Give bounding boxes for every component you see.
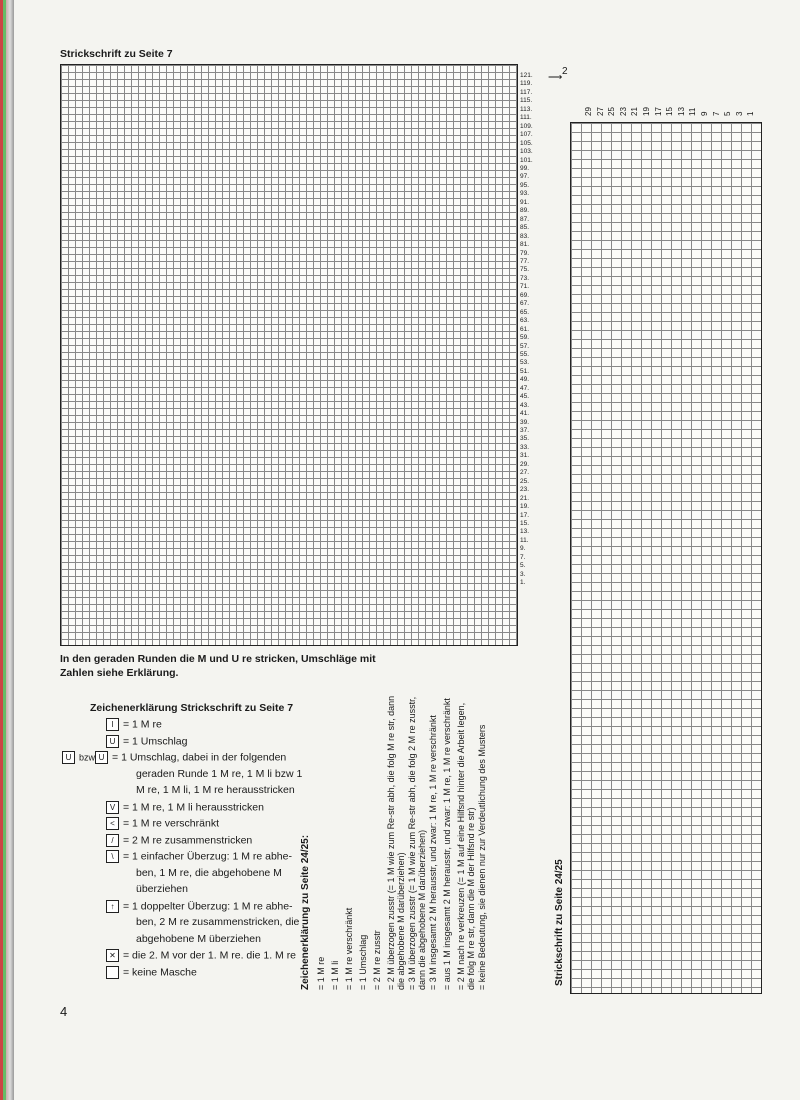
legend2-item: = 2 M nach re verkreuzen (= 1 M auf eine Hilfsnd hinter die Arbeit legen, die folg M re str, dann die M der Hilfsnd re str): [456, 702, 476, 990]
chart1-row-number: 101.: [520, 156, 533, 164]
legend2-item: = 1 M re verschränkt: [344, 907, 354, 990]
legend1-item: [106, 834, 252, 847]
chart1-row-number: 7.: [520, 553, 526, 561]
chart1-row-number: 65.: [520, 308, 530, 316]
chart2-row-number: 27: [595, 107, 605, 116]
document-page: [14, 0, 800, 1100]
chart2-arrow-icon: ⟶: [548, 72, 563, 83]
symbol-or: bzw: [79, 752, 96, 763]
legend1-item: [136, 867, 282, 879]
legend1-text: geraden Runde 1 M re, 1 M li bzw 1: [136, 767, 303, 780]
chart1-row-number: 49.: [520, 376, 530, 384]
chart2-row-number: 11: [688, 107, 698, 116]
legend1-item: [62, 751, 286, 764]
chart1-row-number: 105.: [520, 139, 533, 147]
legend1-text: M re, 1 M li, 1 M re herausstricken: [136, 784, 295, 796]
chart1-row-number: 61.: [520, 325, 530, 333]
legend1-text: = 2 M re zusammenstricken: [123, 833, 253, 846]
chart1-row-number: 121.: [520, 72, 533, 79]
chart1-row-number: 55.: [520, 350, 530, 358]
legend1-text: ben, 1 M re, die abgehobene M: [136, 866, 282, 879]
chart1-title: Strickschrift zu Seite 7: [60, 48, 173, 60]
chart1-row-number: 9.: [520, 545, 526, 553]
legend1-item: [106, 801, 264, 814]
chart2-row-number: 17: [653, 107, 663, 116]
chart1-row-number: 27.: [520, 469, 530, 477]
legend1-text: = 1 M re, 1 M li herausstricken: [123, 800, 264, 813]
legend1-text: = 1 Umschlag, dabei in der folgenden: [112, 751, 287, 764]
chart1-row-number: 81.: [520, 241, 530, 249]
chart1-row-number: 47.: [520, 384, 530, 392]
page-number: 4: [60, 1004, 68, 1019]
chart1-row-number: 37.: [520, 427, 530, 435]
legend1-text: = 1 M re verschränkt: [123, 817, 219, 830]
chart1-row-number: 63.: [520, 317, 530, 325]
legend1-item: [106, 850, 292, 863]
chart1-row-number: 89.: [520, 207, 530, 215]
legend1-text: = keine Masche: [123, 965, 197, 978]
symbol-box: ↑: [106, 900, 119, 913]
chart1-row-number: 117.: [520, 88, 533, 96]
chart1-row-number: 33.: [520, 443, 530, 451]
chart1-row-number: 35.: [520, 435, 530, 443]
legend1-text: = 1 M re: [123, 718, 162, 731]
chart1-row-number: 25.: [520, 477, 530, 485]
legend1-text: = 1 Umschlag: [123, 734, 188, 747]
legend1-text: ben, 2 M re zusammenstricken, die: [136, 916, 300, 928]
chart1-row-number: 113.: [520, 105, 533, 113]
symbol-box: ✕: [106, 949, 119, 962]
chart2-row-number: 1: [746, 111, 756, 116]
legend1-item: [106, 718, 162, 731]
chart1-row-number: 97.: [520, 173, 530, 181]
chart1-row-number: 57.: [520, 342, 530, 350]
chart1-row-number: 43.: [520, 401, 530, 409]
chart1-row-number: 119.: [520, 80, 533, 88]
legend1-text: = 1 doppelter Überzug: 1 M re abhe-: [123, 899, 293, 912]
legend2-title: Zeichenerklärung zu Seite 24/25:: [300, 834, 311, 990]
chart1-row-number: 75.: [520, 266, 530, 274]
legend1-item: [106, 966, 197, 979]
chart1-row-number: 115.: [520, 97, 533, 105]
chart1-row-number: 17.: [520, 511, 530, 519]
legend1-item: [106, 949, 296, 962]
legend1-item: [106, 817, 219, 830]
chart2-grid: [570, 122, 762, 994]
chart1-row-number: 15.: [520, 520, 530, 528]
chart1-row-number: 53.: [520, 359, 530, 367]
chart1-row-number: 69.: [520, 291, 530, 299]
legend2-item: = aus 1 M insgesamt 2 M herausstr, und zwar: 1 M re, 1 M re verschränkt: [442, 698, 452, 990]
chart2-row-number: 15: [665, 107, 675, 116]
chart2-row-number: 7: [711, 111, 721, 116]
chart2-row-number: 9: [700, 111, 709, 116]
chart1-grid: [60, 64, 518, 646]
legend1-text: = die 2. M vor der 1. M re. die 1. M re: [123, 949, 297, 962]
chart1-row-number: 5.: [520, 562, 526, 570]
symbol-box: V: [106, 801, 119, 814]
legend1-text: = 1 einfacher Überzug: 1 M re abhe-: [123, 850, 292, 863]
symbol-box: U: [62, 751, 75, 764]
chart2-row-number: 21: [630, 107, 640, 116]
legend1-text: abgehobene M überziehen: [136, 932, 261, 945]
chart1-row-number: 103.: [520, 148, 533, 156]
chart1-row-number: 41.: [520, 410, 530, 418]
chart2-row-number: 3: [734, 111, 744, 116]
legend1-item: [106, 900, 293, 913]
legend1-item: [136, 883, 188, 895]
legend2-item: = 1 M li: [330, 960, 340, 990]
chart1-row-number: 79.: [520, 249, 530, 257]
chart1-row-number: 83.: [520, 232, 530, 240]
chart1-row-number: 73.: [520, 274, 530, 282]
symbol-box: /: [106, 834, 119, 847]
chart1-row-number: 21.: [520, 494, 530, 502]
chart1-row-number: 85.: [520, 224, 530, 232]
legend2-item: = keine Bedeutung, sie dienen nur zur Verdeutlichung des Musters: [477, 724, 487, 990]
chart1-row-number: 71.: [520, 283, 530, 291]
chart2-row-number: 13: [676, 107, 686, 116]
legend2-item: = 2 M re zusstr: [372, 930, 382, 990]
chart2-arrow-label: 2: [562, 66, 568, 77]
legend1-title: Zeichenerklärung Strickschrift zu Seite 7: [90, 702, 294, 714]
legend2-item: = 1 Umschlag: [358, 934, 368, 990]
chart2-row-number: 29: [584, 107, 593, 116]
chart2-row-number: 19: [642, 107, 651, 116]
legend2-item: = 3 M überzogen zusstr (= 1 M wie zum Re-str abh, die folg 2 M re zusstr, dann die abgehobene M darüberziehen): [407, 696, 427, 990]
legend2-item: = 2 M überzogen zusstr (= 1 M wie zum Re-str abh, die folg M re str, dann die abgehobene M darüberziehen): [386, 695, 406, 990]
magazine-spine: [0, 0, 14, 1100]
symbol-box: I: [106, 718, 119, 731]
chart1-row-number: 39.: [520, 418, 530, 426]
chart1-row-number: 1.: [520, 579, 526, 587]
chart1-row-number: 91.: [520, 198, 530, 206]
chart2-title: Strickschrift zu Seite 24/25: [554, 859, 565, 986]
chart2-row-number: 5: [723, 111, 733, 116]
symbol-box: \: [106, 850, 119, 863]
legend1-text: überziehen: [136, 883, 188, 895]
legend2-item: = 3 M insgesamt 2 M herausstr, und zwar: 1 M re, 1 M re verschränkt: [428, 715, 438, 990]
chart1-row-number: 95.: [520, 181, 530, 189]
symbol-box: U: [106, 735, 119, 748]
chart1-note: In den geraden Runden die M und U re stricken, Umschläge mit Zahlen siehe Erklärung.: [60, 653, 376, 679]
chart1-row-number: 77.: [520, 257, 530, 265]
chart1-row-number: 93.: [520, 190, 530, 198]
chart1-row-number: 11.: [520, 536, 529, 544]
chart2-row-number: 23: [618, 107, 628, 116]
symbol-box: U: [95, 751, 108, 764]
chart1-row-number: 13.: [520, 528, 530, 536]
symbol-box: [106, 966, 119, 979]
chart1-row-number: 51.: [520, 367, 530, 375]
chart1-row-number: 107.: [520, 131, 533, 139]
chart1-row-number: 19.: [520, 503, 530, 511]
legend1-item: [136, 916, 299, 928]
chart1-row-number: 111.: [520, 114, 532, 122]
chart1-row-number: 59.: [520, 334, 530, 342]
legend1-item: [136, 784, 295, 796]
chart1-row-number: 23.: [520, 486, 530, 494]
chart2-row-number: 25: [607, 107, 617, 116]
chart1-row-number: 87.: [520, 215, 530, 223]
chart1-row-number: 29.: [520, 460, 530, 468]
legend2-item: = 1 M re: [316, 956, 326, 990]
chart1-row-number: 67.: [520, 300, 530, 308]
chart1-row-number: 31.: [520, 452, 530, 460]
symbol-box: <: [106, 817, 119, 830]
chart1-row-numbers: [520, 72, 533, 588]
legend1-item: [106, 735, 188, 748]
chart1-row-number: 109.: [520, 122, 533, 130]
chart1-row-number: 99.: [520, 164, 530, 172]
chart1-row-number: 45.: [520, 393, 530, 401]
chart1-row-number: 3.: [520, 570, 526, 578]
legend1-item: [136, 933, 261, 945]
legend1-item: [136, 768, 302, 780]
